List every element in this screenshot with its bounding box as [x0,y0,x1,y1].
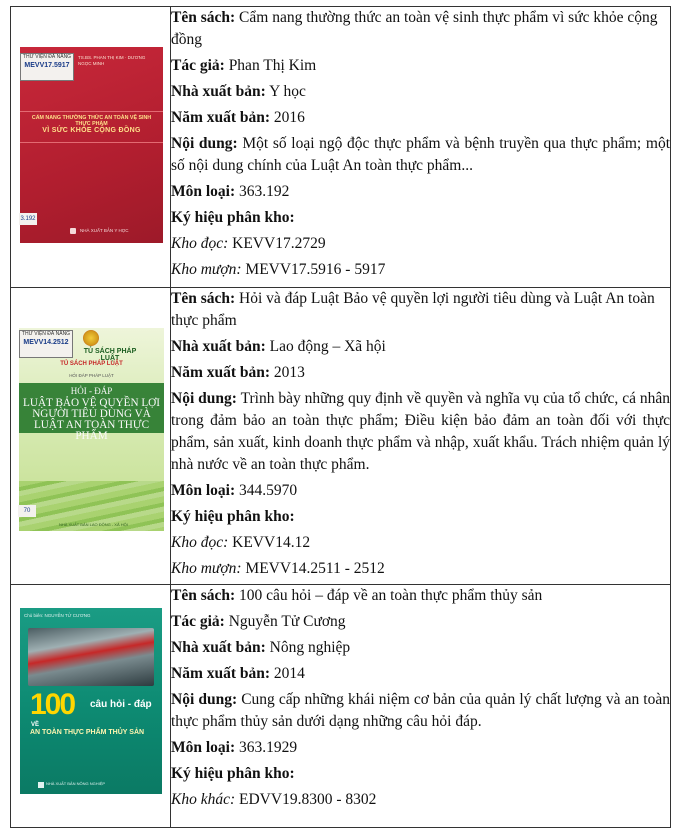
book-info-cell [171,288,671,585]
call-number-sticker: 3.192 [19,213,37,225]
book-row [11,585,671,828]
book-shelf-heading: Ký hiệu phân kho: [171,508,295,525]
book-year: 2014 [273,665,305,682]
cover-subtitle: câu hỏi - đáp [90,699,152,710]
cover-number: 100 [30,688,75,721]
book-cover-image [20,608,162,794]
book-classification-line: Môn loại: 344.5970 [171,482,298,499]
cover-subtitle: VÌ SỨC KHỎE CỘNG ĐỒNG [42,127,141,134]
book-title-line: Tên sách: 100 câu hỏi – đáp về an toàn thực phẩm thủy sản [171,587,543,604]
cover-title: CẨM NANG THƯỜNG THỨC AN TOÀN VỆ SINH THỰC PHẨM [31,115,152,127]
book-info-cell [171,585,671,828]
cover-series-banner: TỦ SÁCH PHÁP LUẬT [60,361,123,367]
book-shelf-lending: Kho mượn: MEVV14.2511 - 2512 [171,560,385,577]
book-content-line: Nội dung: Trình bày những quy định về quyền và nghĩa vụ của tổ chức, cá nhân trong đảm bảo an toàn thực phẩm; Điều kiện bảo đảm an toàn đối với thực phẩm, sản xuất, kinh doanh thực phẩm và nhập, xuất khẩu. Trách nhiệm quản lý nhà nước về an toàn thực phẩm. [171,390,670,473]
cover-title: LUẬT BẢO VỆ QUYỀN LỢI NGƯỜI TIÊU DÙNG VÀ LUẬT AN TOÀN THỰC PHẨM [23,397,160,442]
cover-cell [11,288,171,585]
book-shelf-reading: Kho đọc: KEVV14.12 [171,534,311,551]
book-author-line: Tác giả: Nguyễn Tử Cương [171,613,346,630]
library-stamp: THƯ VIỆN ĐÀ NẴNG MEVV17.5917 [20,53,74,81]
cover-series: TỦ SÁCH PHÁP LUẬT [83,348,137,362]
cover-publisher: NHÀ XUẤT BẢN Y HỌC [80,228,129,233]
book-author-line: Tác giả: Phan Thị Kim [171,57,317,74]
cover-small-caption: HỎI ĐÁP PHÁP LUẬT [69,373,114,378]
cover-authors: TS.BS. PHAN THỊ KIM · DƯƠNG NGỌC MINH [78,55,146,66]
book-catalog-table [10,6,671,828]
book-cover-image [19,328,164,531]
book-year-line: Năm xuất bản: 2014 [171,665,305,682]
book-year: 2013 [273,364,305,381]
book-row [11,7,671,288]
book-year-line: Năm xuất bản: 2016 [171,109,305,126]
book-classification-line: Môn loại: 363.1929 [171,739,298,756]
book-row [11,288,671,585]
cover-cell [11,7,171,288]
book-shelf-other: Kho khác: EDVV19.8300 - 8302 [171,791,377,808]
book-content-line: Nội dung: Cung cấp những khái niệm cơ bản của quản lý chất lượng và an toàn thực phẩm thủy sản dưới dạng những câu hỏi đáp. [171,691,670,730]
book-classification: 363.1929 [239,739,298,756]
book-publisher: Y học [269,83,306,100]
book-publisher: Nông nghiệp [269,639,351,656]
cover-cell [11,585,171,828]
book-shelf-heading: Ký hiệu phân kho: [171,209,295,226]
book-classification: 344.5970 [239,482,298,499]
fish-photo [28,628,154,686]
cover-author: Chủ biên: NGUYỄN TỬ CƯƠNG [24,613,91,618]
book-classification-line: Môn loại: 363.192 [171,183,290,200]
cover-hoidap: HỎI - ĐÁP [70,386,113,396]
book-year: 2016 [273,109,305,126]
cover-title: AN TOÀN THỰC PHẨM THỦY SẢN [30,729,145,736]
publisher-logo-icon [70,228,76,234]
book-publisher: Lao động – Xã hội [269,338,386,355]
book-content-line: Nội dung: Một số loại ngộ độc thực phẩm và bệnh truyền qua thực phẩm; một số nội dung chính của Luật An toàn thực phẩm... [171,135,671,174]
book-title-line: Tên sách: Cẩm nang thường thức an toàn vệ sinh thực phẩm vì sức khỏe cộng đồng [171,9,658,48]
book-info-cell [171,7,671,288]
book-publisher-line: Nhà xuất bản: Y học [171,83,306,100]
book-title: 100 câu hỏi – đáp về an toàn thực phẩm thủy sản [239,587,543,604]
book-title: Cẩm nang thường thức an toàn vệ sinh thực phẩm vì sức khỏe cộng đồng [171,9,658,48]
book-cover-image [20,47,163,243]
book-publisher-line: Nhà xuất bản: Lao động – Xã hội [171,338,386,355]
national-emblem-icon [83,330,99,346]
book-publisher-line: Nhà xuất bản: Nông nghiệp [171,639,351,656]
book-title: Hỏi và đáp Luật Bảo vệ quyền lợi người tiêu dùng và Luật An toàn thực phẩm [171,290,655,329]
cover-ve: VỀ [31,722,40,728]
book-author: Nguyễn Tử Cương [228,613,346,630]
book-shelf-heading: Ký hiệu phân kho: [171,765,295,782]
book-shelf-reading: Kho đọc: KEVV17.2729 [171,235,326,252]
book-author: Phan Thị Kim [228,57,317,74]
cover-publisher: NHÀ XUẤT BẢN LAO ĐỘNG - XÃ HỘI [59,522,128,527]
library-stamp: THƯ VIỆN ĐÀ NẴNG MEVV14.2512 [19,330,73,358]
call-number-sticker: 70 [18,505,36,517]
book-content: Một số loại ngộ độc thực phẩm và bệnh truyền qua thực phẩm; một số nội dung chính của Luật An toàn thực phẩm... [171,135,671,174]
book-shelf-lending: Kho mượn: MEVV17.5916 - 5917 [171,261,386,278]
book-title-line: Tên sách: Hỏi và đáp Luật Bảo vệ quyền lợi người tiêu dùng và Luật An toàn thực phẩm [171,290,655,329]
cover-publisher: NHÀ XUẤT BẢN NÔNG NGHIỆP [46,781,106,786]
book-classification: 363.192 [239,183,290,200]
book-content: Trình bày những quy định về quyền và nghĩa vụ của tổ chức, cá nhân trong đảm bảo an toàn thực phẩm; Điều kiện bảo đảm an toàn đối với thực phẩm, sản xuất, kinh doanh thực phẩm và nhập, xuất khẩu. Trách nhiệm quản lý nhà nước về an toàn thực phẩm. [171,390,670,473]
publisher-logo-icon [38,782,44,788]
book-year-line: Năm xuất bản: 2013 [171,364,305,381]
book-content: Cung cấp những khái niệm cơ bản của quản lý chất lượng và an toàn thực phẩm thủy sản dưới dạng những câu hỏi đáp. [171,691,670,730]
